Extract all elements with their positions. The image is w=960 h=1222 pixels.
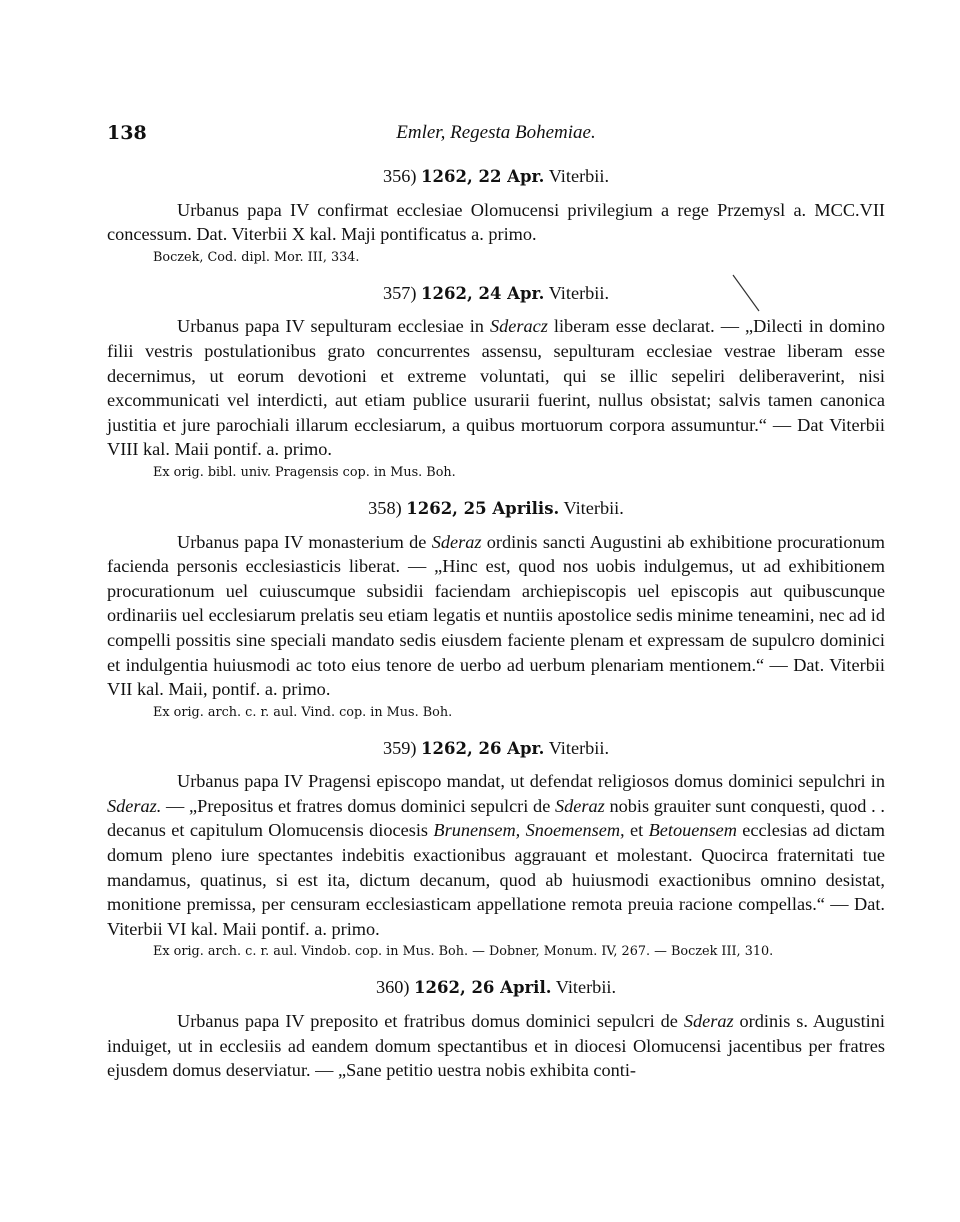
entry-359 xyxy=(107,736,885,962)
entry-text xyxy=(107,314,885,462)
text-run: ordinis sancti Augustini ab exhibitione procurationum facienda personis ecclesiasticis liberat. — „Hinc est, quod nos uobis indulgemus, ut ad exhibitionem procurationum uel cuiuscumque subsidii faciendam archiepiscopis uel episcopis aut quibuscunque ordinariis uel ecclesiarum prelatis seu etiam legatis et nuntiis apostolice sedis minime teneamini, nec ad id compelli possitis sine speciali mandato sedis eiusdem faciente plenam et expressam de supulcro dominici et indulgentia huiusmodi ac toto eius tenore de uerbo ad uerbum plenariam mentionem.“ — Dat. Viterbii VII kal. Maii, pontif. a. primo. xyxy=(107,531,885,700)
text-run: et xyxy=(624,820,649,841)
text-run: Urbanus papa IV Pragensi episcopo mandat, ut defendat religiosos domus dominici sepulchri in xyxy=(177,771,885,792)
entry-356 xyxy=(107,164,885,267)
entry-heading xyxy=(107,496,885,522)
entry-date: 1262, 22 Apr. xyxy=(421,167,545,186)
regesta-body xyxy=(107,164,885,1097)
text-run: Urbanus papa IV preposito et fratribus domus dominici sepulcri de xyxy=(177,1011,684,1032)
entry-place: Viterbii. xyxy=(548,737,610,758)
place-name: Sderacz xyxy=(489,316,548,337)
entry-heading xyxy=(107,281,885,307)
entry-date: 1262, 26 April. xyxy=(414,978,552,998)
text-run: ecclesias ad dictam domum pleno iure spectantes indebitis exactionibus aggrauant et molestant. Quocirca fraternitati tue mandamus, quatinus, si est ita, dictum decanum, quod ab huiusmodi exactionibus omnino desistat, monitione premissa, per censuram ecclesiasticam appellatione remota preuia racione compellas.“ — Dat. Viterbii VI kal. Maii pontif. a. primo. xyxy=(107,820,885,939)
text-run: ordinis s. Augustini induiget, ut in ecclesiis ad eandem domum spectantibus et in diocesi Olomucensi jacentibus per fratres ejusdem domus deserviatur. — „Sane petitio uestra nobis exhibita conti- xyxy=(107,1011,885,1081)
entry-date: 1262, 24 Apr. xyxy=(421,283,545,303)
entry-360 xyxy=(107,975,885,1082)
entry-date: 1262, 26 Apr. xyxy=(421,738,545,758)
entry-text xyxy=(107,1009,885,1083)
entry-number: 358) xyxy=(368,497,402,518)
entry-heading xyxy=(107,164,885,190)
entry-source: Ex orig. bibl. univ. Pragensis cop. in Mus. Boh. xyxy=(153,464,456,480)
entry-text xyxy=(107,769,885,941)
page-number: 138 xyxy=(107,122,147,144)
place-name: Sderaz xyxy=(683,1011,734,1032)
text-run: liberam esse declarat. — „Dilecti in domino filii vestris postulationibus grato concurrentes assensu, sepulturam ecclesiae vestrae liberam esse decernimus, ut eorum devotioni et extreme voluntati, qui se illic sepeliri deliberaverint, nisi excommunicati vel interdicti, aut etiam publice usurarii fuerint, nullus obsistat; salvis tamen canonica justitia et jure parochiali illarum ecclesiarum, a quibus mortuorum corpora assumuntur.“ — Dat Viterbii VIII kal. Maii pontif. a. primo. xyxy=(107,316,885,460)
entry-place: Viterbii. xyxy=(548,282,610,303)
entry-place: Viterbii. xyxy=(563,497,624,518)
entry-number: 357) xyxy=(382,282,417,303)
page-header xyxy=(107,122,885,148)
text-run: Urbanus papa IV sepulturam ecclesiae in xyxy=(177,316,490,337)
place-name: Sderaz xyxy=(431,531,482,552)
entry-357 xyxy=(107,281,885,482)
place-name: Sderaz. xyxy=(107,795,162,816)
entry-text xyxy=(107,530,885,702)
entry-text: Urbanus papa IV confirmat ecclesiae Olomucensi privilegium a rege Przemysl a. MCC.VII concessum. Dat. Viterbii X kal. Maji pontificatus a. primo. xyxy=(107,199,885,245)
text-run: Urbanus papa IV monasterium de xyxy=(177,531,432,552)
entry-source: Ex orig. arch. c. r. aul. Vind. cop. in Mus. Boh. xyxy=(153,704,453,720)
entry-number: 360) xyxy=(375,977,410,998)
entry-place: Viterbii. xyxy=(555,977,617,998)
entry-heading xyxy=(107,736,885,762)
entry-place: Viterbii. xyxy=(548,166,610,186)
place-name: Brunensem, Snoemensem, xyxy=(433,820,625,841)
place-name: Sderaz xyxy=(555,795,605,816)
entry-number: 359) xyxy=(382,737,417,758)
entry-number: 356) xyxy=(382,166,417,186)
entry-date: 1262, 25 Aprilis. xyxy=(406,498,560,518)
entry-heading xyxy=(107,975,885,1001)
entry-source: Boczek, Cod. dipl. Mor. III, 334. xyxy=(153,249,360,265)
place-name: Betouensem xyxy=(648,820,737,841)
entry-source: Ex orig. arch. c. r. aul. Vindob. cop. in Mus. Boh. — Dobner, Monum. IV, 267. — Boczek III, 310. xyxy=(153,944,774,960)
text-run: nobis grauiter sunt conquesti, quod . . decanus et capitulum Olomucensis diocesis xyxy=(107,795,885,841)
running-title: Emler, Regesta Bohemiae. xyxy=(396,122,596,143)
entry-358 xyxy=(107,496,885,722)
text-run: — „Prepositus et fratres domus dominici sepulcri de xyxy=(161,795,556,816)
